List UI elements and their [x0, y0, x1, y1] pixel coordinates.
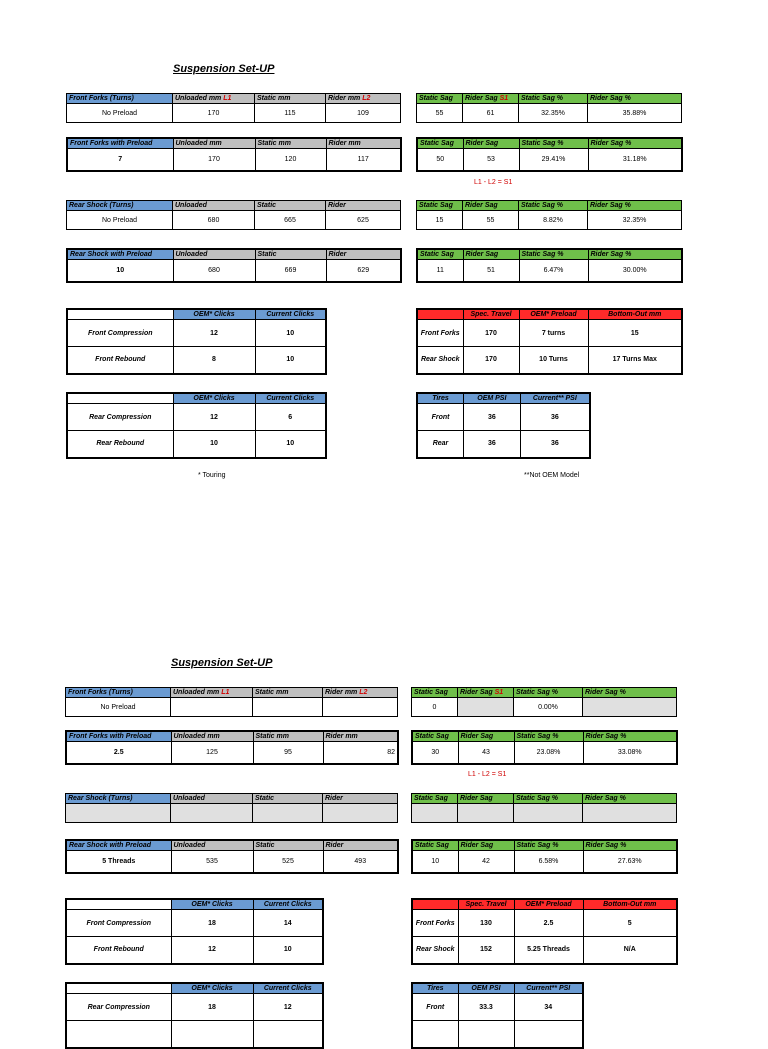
data-cell: 5: [583, 910, 677, 937]
data-cell: 12: [253, 994, 323, 1021]
data-cell: [514, 1021, 583, 1048]
header-cell: OEM* Preload: [519, 309, 588, 320]
data-cell: 493: [323, 851, 398, 873]
header-cell: OEM* Clicks: [173, 393, 255, 404]
header-cell: Rider Sag %: [583, 794, 677, 804]
data-cell: 32.35%: [519, 104, 588, 123]
header-cell: Static Sag: [417, 201, 463, 211]
header-cell: OEM* Preload: [514, 899, 583, 910]
header-cell: Current Clicks: [255, 393, 326, 404]
data-cell: 8.82%: [519, 211, 588, 230]
data-cell: 55: [417, 104, 463, 123]
header-cell: Rider Sag S1: [463, 94, 519, 104]
data-cell: [253, 804, 323, 823]
data-cell: 10: [173, 431, 255, 458]
data-cell: 6: [255, 404, 326, 431]
data-cell: [171, 698, 253, 717]
header-cell: [412, 899, 458, 910]
data-cell: [458, 698, 514, 717]
data-cell: [583, 804, 677, 823]
header-cell: Static: [253, 840, 323, 851]
header-cell: Current Clicks: [253, 899, 323, 910]
row-label: Rear Compression: [66, 994, 171, 1021]
header-cell: Spec. Travel: [463, 309, 519, 320]
front-clicks-table: [65, 898, 324, 965]
header-cell: Front Forks (Turns): [66, 688, 171, 698]
data-cell: No Preload: [67, 104, 173, 123]
header-cell: Unloaded mm: [171, 731, 253, 742]
data-cell: 170: [173, 149, 255, 171]
data-cell: 5 Threads: [66, 851, 171, 873]
data-cell: 12: [171, 937, 253, 964]
header-cell: Rider Sag %: [583, 688, 677, 698]
data-cell: 120: [255, 149, 326, 171]
front-forks-preload-table: [66, 137, 402, 172]
sag-formula: L1 - L2 = S1: [474, 179, 513, 186]
data-cell: 18: [171, 994, 253, 1021]
footnote-not-oem: **Not OEM Model: [524, 472, 580, 479]
rear-clicks-table: [66, 392, 327, 459]
header-cell: Unloaded mm L1: [173, 94, 255, 104]
row-label: Rear Compression: [67, 404, 173, 431]
data-cell: 34: [514, 994, 583, 1021]
data-cell: 10: [255, 320, 326, 347]
header-cell: Current** PSI: [520, 393, 590, 404]
data-cell: 33.3: [458, 994, 514, 1021]
data-cell: 33.08%: [583, 742, 677, 764]
data-cell: 6.47%: [519, 260, 588, 282]
data-cell: No Preload: [66, 698, 171, 717]
header-cell: Current Clicks: [253, 983, 323, 994]
header-cell: Static Sag: [417, 138, 463, 149]
front-clicks-table: [66, 308, 327, 375]
header-cell: Static: [255, 201, 326, 211]
header-cell: Tires: [412, 983, 458, 994]
data-cell: 14: [253, 910, 323, 937]
sag-table: [416, 248, 683, 283]
header-cell: Static mm: [255, 138, 326, 149]
data-cell: 43: [458, 742, 514, 764]
sag-table: [411, 793, 677, 823]
data-cell: 10: [255, 347, 326, 374]
header-cell: Rider Sag %: [583, 840, 677, 851]
data-cell: 31.18%: [588, 149, 682, 171]
data-cell: 625: [326, 211, 401, 230]
data-cell: 2.5: [514, 910, 583, 937]
header-cell: Rear Shock (Turns): [66, 794, 171, 804]
row-label: Rear Rebound: [67, 431, 173, 458]
data-cell: 17 Turns Max: [588, 347, 682, 374]
data-cell: 12: [173, 404, 255, 431]
data-cell: 0: [412, 698, 458, 717]
header-cell: Front Forks (Turns): [67, 94, 173, 104]
data-cell: [253, 1021, 323, 1048]
data-cell: 2.5: [66, 742, 171, 764]
data-cell: 117: [326, 149, 401, 171]
page-title: Suspension Set-UP: [171, 657, 273, 669]
rear-shock-preload-table: [65, 839, 399, 874]
data-cell: 10: [412, 851, 458, 873]
data-cell: [458, 804, 514, 823]
data-cell: 11: [417, 260, 463, 282]
data-cell: 6.58%: [514, 851, 583, 873]
data-cell: [514, 804, 583, 823]
header-cell: Unloaded: [173, 249, 255, 260]
header-cell: Rider Sag %: [588, 249, 682, 260]
data-cell: [253, 698, 323, 717]
header-cell: [67, 309, 173, 320]
data-cell: 27.63%: [583, 851, 677, 873]
header-cell: Bottom-Out mm: [583, 899, 677, 910]
data-cell: 535: [171, 851, 253, 873]
sag-table: [416, 200, 682, 230]
header-cell: Static: [253, 794, 323, 804]
row-label: Front Forks: [417, 320, 463, 347]
data-cell: [171, 1021, 253, 1048]
data-cell: 680: [173, 260, 255, 282]
data-cell: 30.00%: [588, 260, 682, 282]
header-cell: Unloaded: [171, 840, 253, 851]
data-cell: [458, 1021, 514, 1048]
data-cell: 42: [458, 851, 514, 873]
data-cell: 680: [173, 211, 255, 230]
rear-clicks-table: [65, 982, 324, 1049]
header-cell: Static Sag: [417, 94, 463, 104]
footnote-touring: * Touring: [198, 472, 226, 479]
data-cell: 15: [417, 211, 463, 230]
data-cell: 10: [67, 260, 173, 282]
header-cell: Current Clicks: [255, 309, 326, 320]
data-cell: 170: [463, 320, 519, 347]
header-cell: Rider Sag: [458, 840, 514, 851]
data-cell: 36: [520, 404, 590, 431]
header-cell: Rider Sag: [463, 201, 519, 211]
tires-table: [411, 982, 584, 1049]
row-label: [66, 1021, 171, 1048]
header-cell: Static Sag %: [519, 249, 588, 260]
data-cell: [171, 804, 253, 823]
row-label: Front: [412, 994, 458, 1021]
data-cell: 8: [173, 347, 255, 374]
header-cell: Static Sag: [417, 249, 463, 260]
header-cell: Rider Sag: [463, 249, 519, 260]
header-cell: Static Sag: [412, 840, 458, 851]
header-cell: [66, 983, 171, 994]
header-cell: Static mm: [255, 94, 326, 104]
sag-table: [411, 687, 677, 717]
sag-table: [411, 730, 678, 765]
header-cell: Unloaded: [171, 794, 253, 804]
header-cell: Rider: [326, 201, 401, 211]
header-cell: Static mm: [253, 731, 323, 742]
data-cell: 82: [323, 742, 398, 764]
header-cell: Rider mm L2: [323, 688, 398, 698]
header-cell: Rider Sag %: [588, 201, 682, 211]
data-cell: 29.41%: [519, 149, 588, 171]
rear-shock-preload-table: [66, 248, 402, 283]
data-cell: 7 turns: [519, 320, 588, 347]
data-cell: [583, 698, 677, 717]
header-cell: Current** PSI: [514, 983, 583, 994]
data-cell: 669: [255, 260, 326, 282]
data-cell: [412, 804, 458, 823]
header-cell: Rider Sag %: [588, 138, 682, 149]
header-cell: Rider Sag %: [588, 94, 682, 104]
data-cell: 51: [463, 260, 519, 282]
data-cell: 15: [588, 320, 682, 347]
header-cell: Static Sag %: [514, 794, 583, 804]
header-cell: Rear Shock with Preload: [66, 840, 171, 851]
data-cell: [323, 804, 398, 823]
row-label: Front Forks: [412, 910, 458, 937]
header-cell: OEM PSI: [458, 983, 514, 994]
data-cell: 36: [464, 404, 521, 431]
header-cell: Static Sag %: [519, 138, 588, 149]
header-cell: Rider Sag: [458, 731, 514, 742]
data-cell: 55: [463, 211, 519, 230]
data-cell: 50: [417, 149, 463, 171]
header-cell: Rear Shock (Turns): [67, 201, 173, 211]
sag-table: [416, 93, 682, 123]
header-cell: Static Sag %: [514, 731, 583, 742]
row-label: Rear Shock: [412, 937, 458, 964]
header-cell: OEM PSI: [464, 393, 521, 404]
data-cell: 35.88%: [588, 104, 682, 123]
header-cell: OEM* Clicks: [173, 309, 255, 320]
header-cell: Spec. Travel: [458, 899, 514, 910]
data-cell: 5.25 Threads: [514, 937, 583, 964]
rear-shock-table: [66, 200, 401, 230]
header-cell: [417, 309, 463, 320]
header-cell: Front Forks with Preload: [67, 138, 173, 149]
data-cell: 53: [463, 149, 519, 171]
header-cell: Static mm: [253, 688, 323, 698]
header-cell: Rider mm: [326, 138, 401, 149]
data-cell: 125: [171, 742, 253, 764]
data-cell: 36: [520, 431, 590, 458]
rear-shock-table: [65, 793, 398, 823]
header-cell: Rider Sag %: [583, 731, 677, 742]
header-cell: Static Sag %: [519, 94, 588, 104]
data-cell: 525: [253, 851, 323, 873]
header-cell: OEM* Clicks: [171, 899, 253, 910]
row-label: Front Rebound: [67, 347, 173, 374]
data-cell: 629: [326, 260, 401, 282]
data-cell: 7: [67, 149, 173, 171]
data-cell: 18: [171, 910, 253, 937]
data-cell: 170: [463, 347, 519, 374]
front-forks-preload-table: [65, 730, 399, 765]
row-label: Front: [417, 404, 464, 431]
row-label: Rear: [417, 431, 464, 458]
data-cell: 0.00%: [514, 698, 583, 717]
data-cell: 170: [173, 104, 255, 123]
row-label: Front Compression: [66, 910, 171, 937]
header-cell: Front Forks with Preload: [66, 731, 171, 742]
header-cell: Unloaded mm L1: [171, 688, 253, 698]
data-cell: 23.08%: [514, 742, 583, 764]
row-label: Rear Shock: [417, 347, 463, 374]
header-cell: Rear Shock with Preload: [67, 249, 173, 260]
data-cell: N/A: [583, 937, 677, 964]
row-label: [412, 1021, 458, 1048]
header-cell: [66, 899, 171, 910]
header-cell: Static: [255, 249, 326, 260]
header-cell: Rider Sag: [458, 794, 514, 804]
row-label: Front Compression: [67, 320, 173, 347]
front-forks-table: [65, 687, 398, 717]
header-cell: Rider: [323, 840, 398, 851]
sag-table: [416, 137, 683, 172]
header-cell: OEM* Clicks: [171, 983, 253, 994]
header-cell: Rider: [326, 249, 401, 260]
data-cell: 10: [255, 431, 326, 458]
header-cell: Rider mm: [323, 731, 398, 742]
header-cell: Tires: [417, 393, 464, 404]
header-cell: Bottom-Out mm: [588, 309, 682, 320]
travel-table: [411, 898, 678, 965]
data-cell: 130: [458, 910, 514, 937]
header-cell: Static Sag: [412, 794, 458, 804]
header-cell: Rider mm L2: [326, 94, 401, 104]
header-cell: Unloaded: [173, 201, 255, 211]
header-cell: Static Sag %: [514, 688, 583, 698]
data-cell: 109: [326, 104, 401, 123]
data-cell: 152: [458, 937, 514, 964]
header-cell: Rider Sag: [463, 138, 519, 149]
header-cell: Unloaded mm: [173, 138, 255, 149]
data-cell: [66, 804, 171, 823]
tires-table: [416, 392, 591, 459]
header-cell: Static Sag %: [514, 840, 583, 851]
data-cell: 10: [253, 937, 323, 964]
page-title: Suspension Set-UP: [173, 63, 275, 75]
data-cell: 12: [173, 320, 255, 347]
header-cell: Static Sag %: [519, 201, 588, 211]
header-cell: Rider Sag S1: [458, 688, 514, 698]
data-cell: 95: [253, 742, 323, 764]
data-cell: 665: [255, 211, 326, 230]
data-cell: 61: [463, 104, 519, 123]
travel-table: [416, 308, 683, 375]
header-cell: Static Sag: [412, 731, 458, 742]
data-cell: 115: [255, 104, 326, 123]
sag-table: [411, 839, 678, 874]
header-cell: Rider: [323, 794, 398, 804]
header-cell: Static Sag: [412, 688, 458, 698]
sag-formula: L1 - L2 = S1: [468, 771, 507, 778]
data-cell: [323, 698, 398, 717]
data-cell: 30: [412, 742, 458, 764]
front-forks-table: [66, 93, 401, 123]
header-cell: [67, 393, 173, 404]
data-cell: 10 Turns: [519, 347, 588, 374]
data-cell: No Preload: [67, 211, 173, 230]
data-cell: 36: [464, 431, 521, 458]
row-label: Front Rebound: [66, 937, 171, 964]
data-cell: 32.35%: [588, 211, 682, 230]
